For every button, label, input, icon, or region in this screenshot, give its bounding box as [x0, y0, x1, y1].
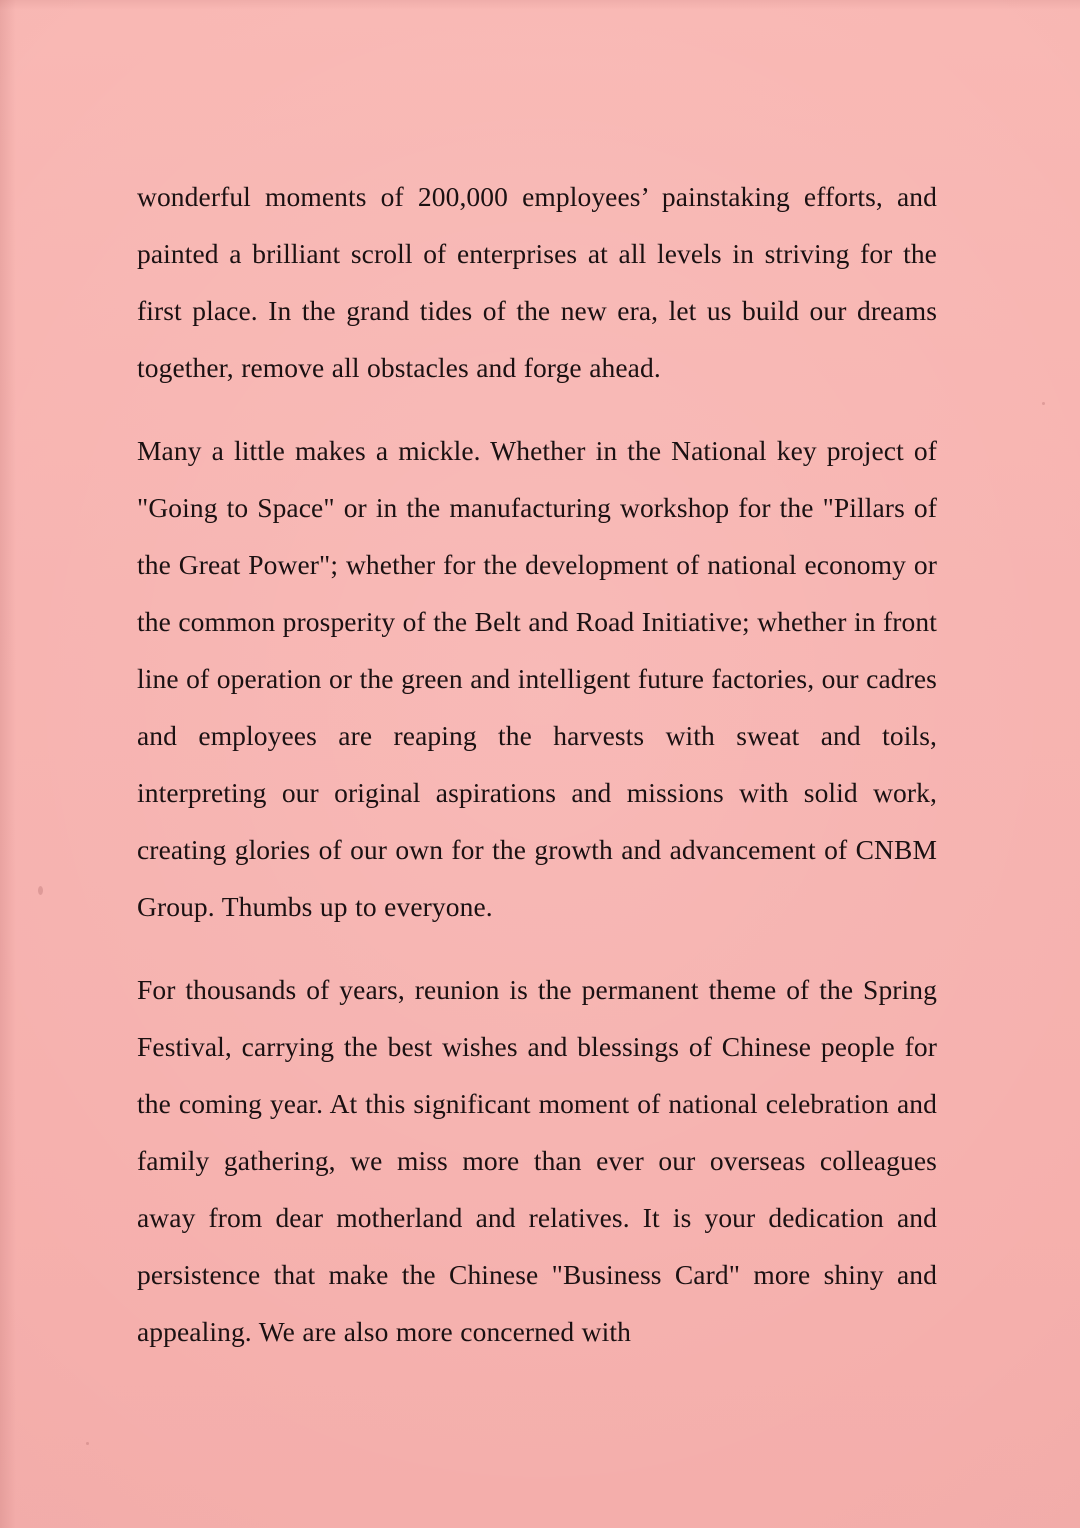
page-top-edge-shadow: [0, 0, 1080, 10]
paragraph-1: wonderful moments of 200,000 employees’ painstaking efforts, and painted a brilliant scroll of enterprises at all levels in striving for the first place. In the grand tides of the new era, let us build our dreams together, remove all obstacles and forge ahead.: [137, 181, 937, 383]
paper-speck: [86, 1442, 89, 1445]
paragraph-3: For thousands of years, reunion is the permanent theme of the Spring Festival, carrying the best wishes and blessings of Chinese people for the coming year. At this significant moment of national celebration and family gathering, we miss more than ever our overseas colleagues away from dear motherland and relatives. It is your dedication and persistence that make the Chinese "Business Card" more shiny and appealing. We are also more concerned with: [137, 974, 937, 1347]
document-body: [137, 168, 937, 1360]
paper-speck: [1042, 402, 1045, 405]
paragraph-2: Many a little makes a mickle. Whether in the National key project of "Going to Space" or in the manufacturing workshop for the "Pillars of the Great Power"; whether for the development of national economy or the common prosperity of the Belt and Road Initiative; whether in front line of operation or the green and intelligent future factories, our cadres and employees are reaping the harvests with sweat and toils, interpreting our original aspirations and missions with solid work, creating glories of our own for the growth and advancement of CNBM Group. Thumbs up to everyone.: [137, 435, 937, 922]
page-left-edge-shadow: [0, 0, 16, 1528]
paper-speck: [38, 886, 43, 895]
